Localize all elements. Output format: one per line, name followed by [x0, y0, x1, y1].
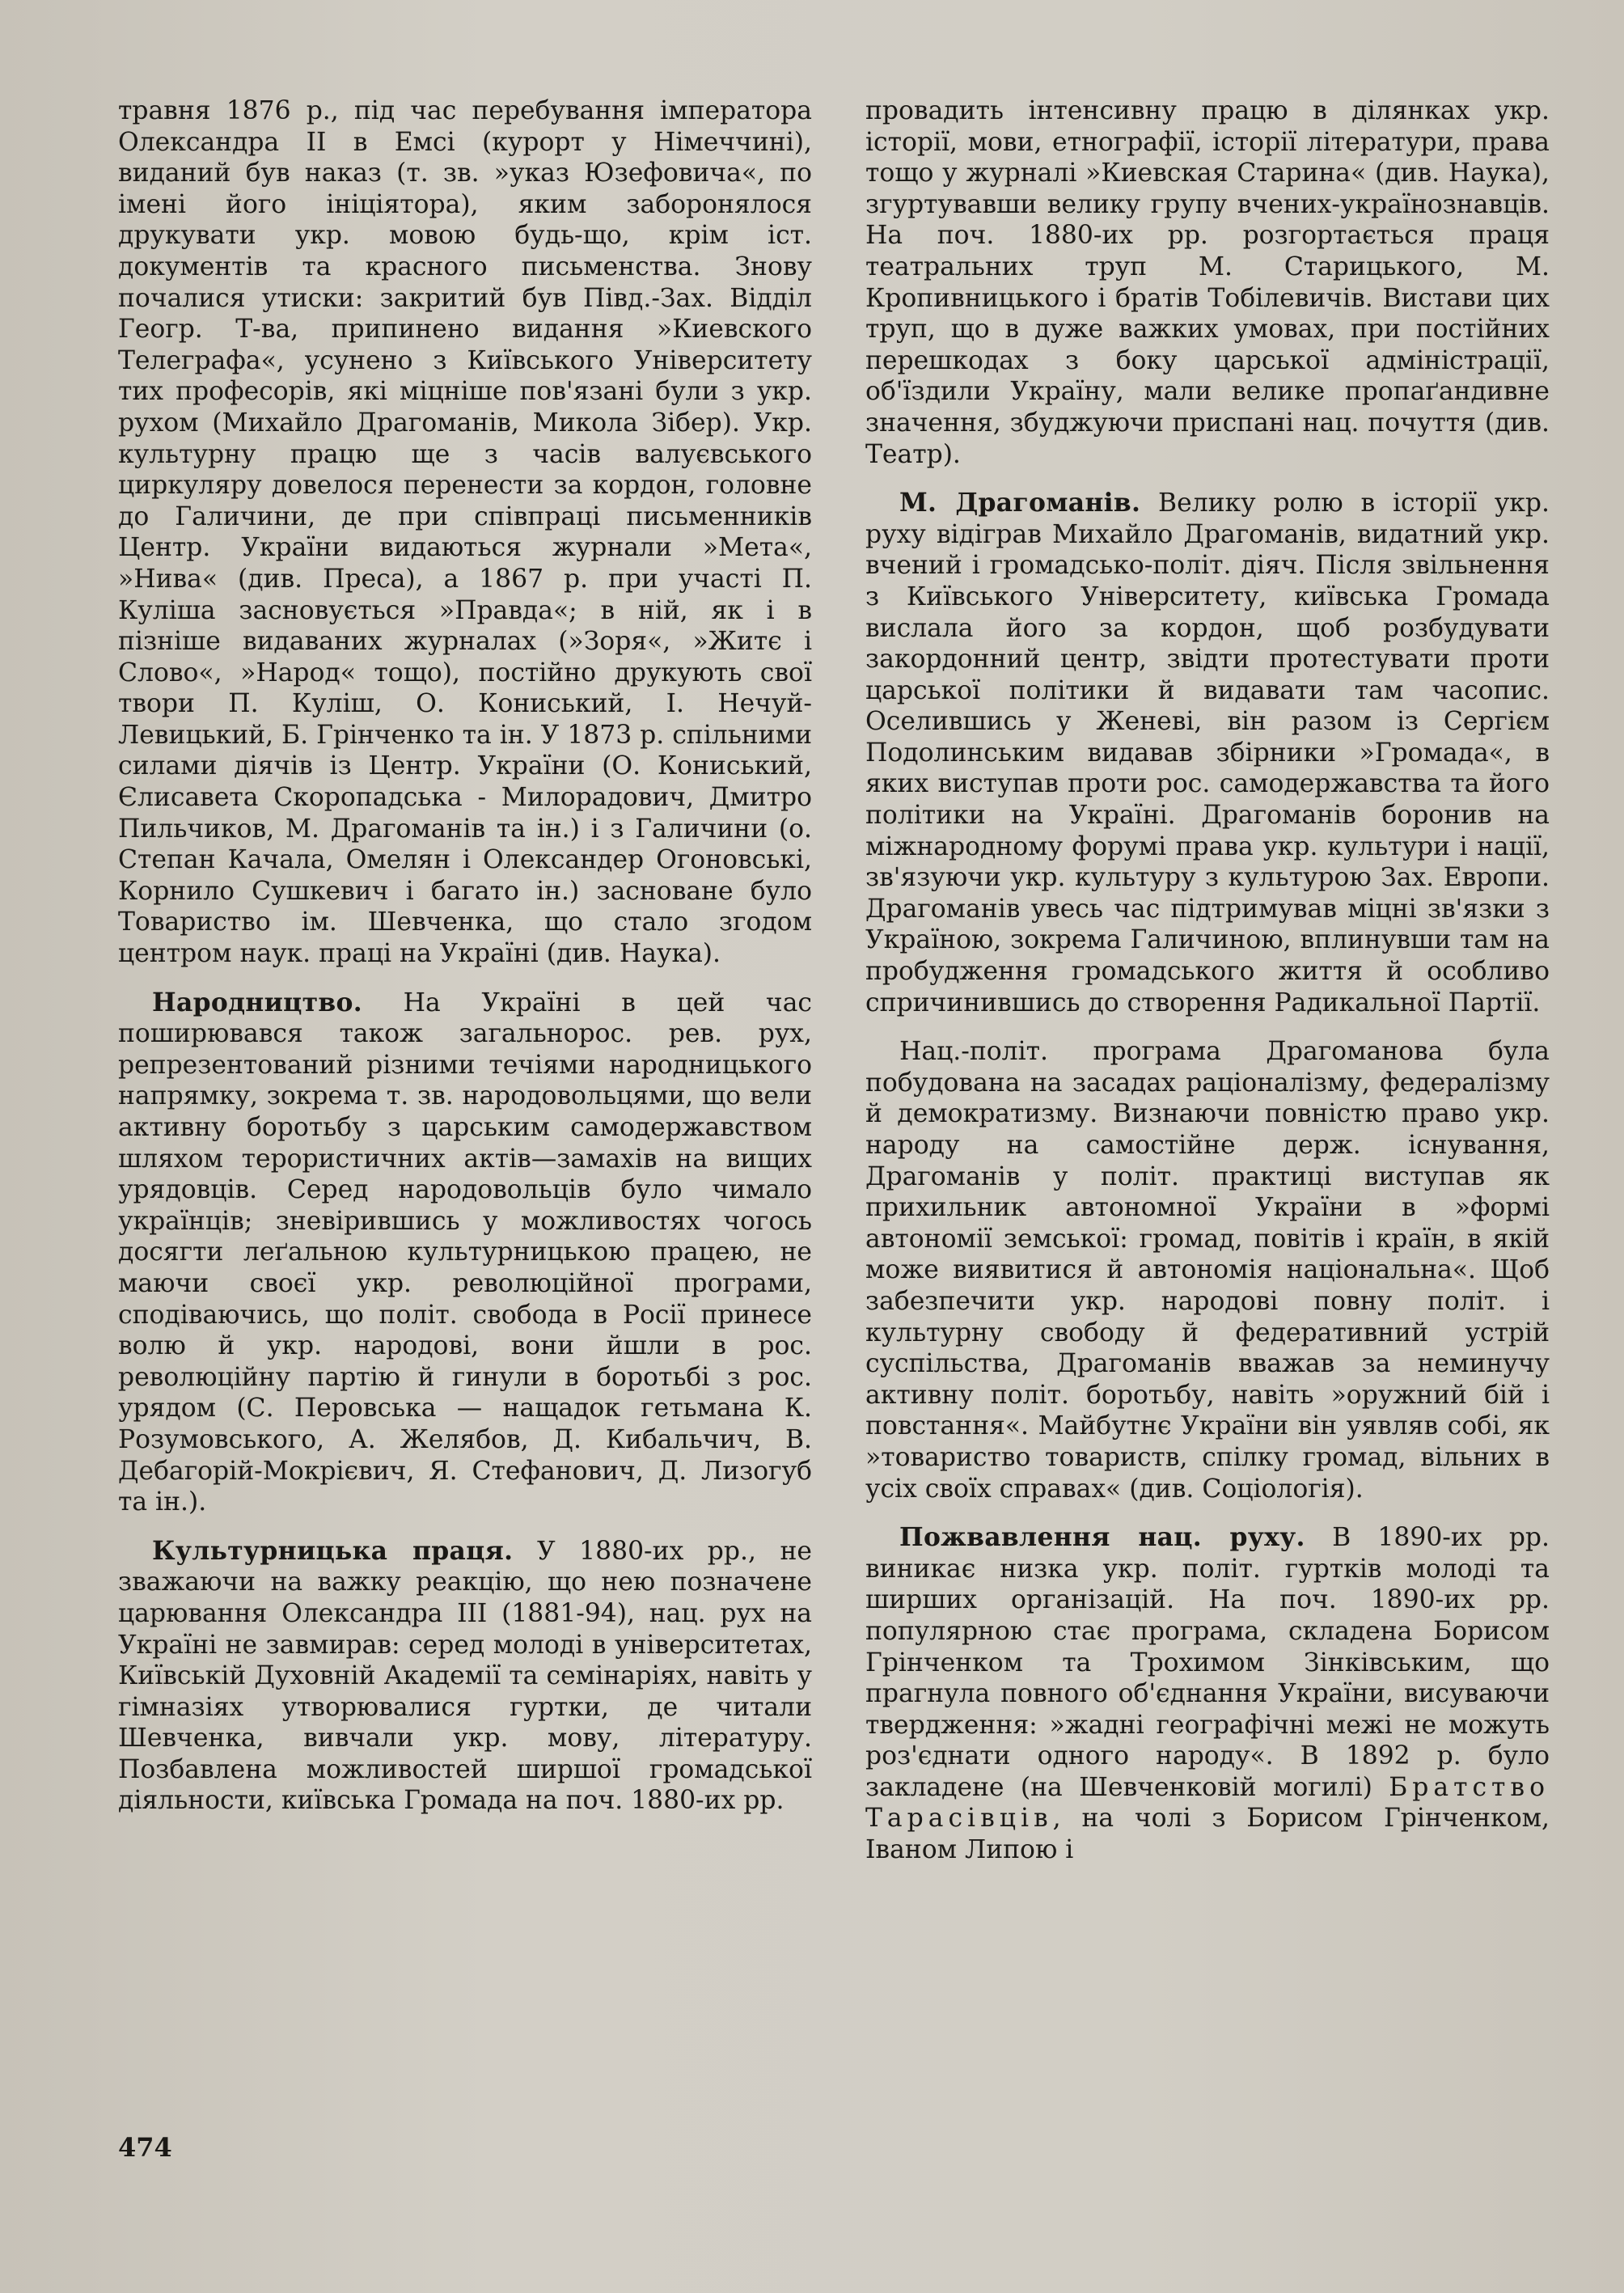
right-column — [865, 95, 1550, 1866]
paragraph-text: Велику ролю в історії укр. руху відіграв Михайло Драгоманів, видатний укр. вчений і громадсько-політ. діяч. Після звільнення з Київського Університету, київська Громада вислала його за кордон, щоб розбудувати закордонний центр, звідти протестувати проти царської політики й видавати там часопис. Оселившись у Женеві, він разом із Сергієм Подолинським видавав збірники »Громада«, в яких виступав проти рос. самодержавства та його політики на Україні. Драгоманів боронив на міжнародному форумі права укр. культури і нації, зв'язуючи укр. культуру з культурою Зах. Европи. Драгоманів увесь час підтримував міцні зв'язки з Україною, зокрема Галичиною, вплинувши там на пробудження громадського життя й особливо спричинившись до створення Радикальної Партії. — [865, 489, 1550, 1017]
page-number: 474 — [118, 2132, 172, 2163]
left-column — [118, 95, 812, 1817]
paragraph-drahomaniv — [865, 488, 1550, 1018]
paragraph-right-1 — [865, 95, 1550, 470]
paragraph-text: травня 1876 р., під час перебування імператора Олександра II в Емсі (курорт у Німеччині), виданий був наказ (т. зв. »указ Юзефовича«, по імені його ініціятора), яким заборонялося друкувати укр. мовою будь-що, крім іст. документів та красного письменства. Знову почалися утиски: закритий був Півд.-Зах. Відділ Геогр. Т-ва, припинено видання »Киевского Телеграфа«, усунено з Київського Університету тих професорів, які міцніше пов'язані були з укр. рухом (Михайло Драгоманів, Микола Зібер). Укр. культурну працю ще з часів валуєвського циркуляру довелося перенести за кордон, головне до Галичини, де при співпраці письменників Центр. України видаються журнали »Мета«, »Нива« (див. Преса), а 1867 р. при участі П. Куліша засновується »Правда«; в ній, як і в пізніше видаваних журналах (»Зоря«, »Житє і Слово«, »Народ« тощо), постійно друкують свої твори П. Куліш, О. Кониський, І. Нечуй-Левицький, Б. Грінченко та ін. У 1873 р. спільними силами діячів із Центр. України (О. Кониський, Єлисавета Скоропадська - Милорадович, Дмитро Пильчиков, М. Драгоманів та ін.) і з Галичини (о. Степан Качала, Омелян і Олександер Огоновські, Корнило Сушкевич і багато ін.) засноване було Товариство ім. Шевченка, що стало згодом центром наук. праці на Україні (див. Наука). — [118, 96, 812, 969]
spaced-term-bratstvo: Братство Тарасівців — [865, 1772, 1550, 1834]
paragraph-narodnytstvo — [118, 988, 812, 1518]
paragraph-text: В 1890-их рр. виникає низка укр. політ. гуртків молоді та ширших організацій. На поч. 1890-их рр. популярною стає програма, складена Борисом Грінченком та Трохимом Зінківським, що прагнула повного об'єднання України, висуваючи твердження: »жадні географічні межі не можуть роз'єднати одного народу«. В 1892 р. було закладене (на Шевченковій могилі) — [865, 1523, 1550, 1802]
paragraph-text: На Україні в цей час поширювався також загальнорос. рев. рух, репрезентований різними течіями народницького напрямку, зокрема т. зв. народовольцями, що вели активну боротьбу з царським самодержавством шляхом терористичних актів—замахів на вищих урядовців. Серед народовольців було чимало українців; зневірившись у можливостях чогось досягти леґальною культурницькою працею, не маючи своєї укр. революційної програми, сподіваючись, що політ. свобода в Росії принесе волю й укр. народові, вони йшли в рос. революційну партію й гинули в боротьбі з рос. урядом (С. Перовська — нащадок гетьмана К. Розумовського, А. Желябов, Д. Кибальчич, В. Дебагорій-Мокрієвич, Я. Стефанович, Д. Лизогуб та ін.). — [118, 988, 812, 1517]
section-heading-kulturnytska-pratsia: Культурницька праця. — [152, 1536, 514, 1566]
paragraph-kulturnytska-pratsia — [118, 1536, 812, 1817]
paragraph-text: У 1880-их рр., не зважаючи на важку реакцію, що нею позначене царювання Олександра III (1881-94), нац. рух на Україні не завмирав: серед молоді в університетах, Київській Духовній Академії та семінаріях, навіть у гімназіях утворювалися гуртки, де читали Шевченка, вивчали укр. мову, літературу. Позбавлена можливостей ширшої громадської діяльности, київська Громада на поч. 1880-их рр. — [118, 1536, 812, 1816]
paragraph-text: Нац.-політ. програма Драгоманова була побудована на засадах раціоналізму, федералізму й демократизму. Визнаючи повністю право укр. народу на самостійне держ. існування, Драгоманів у політ. практиці виступав як прихильник автономної України в »формі автономії земської: громад, повітів і країн, в якій може виявитися й автономія національна«. Щоб забезпечити укр. народові повну політ. і культурну свободу й федеративний устрій суспільства, Драгоманів вважав за неминучу активну політ. боротьбу, навіть »оружний бій і повстання«. Майбутнє України він уявляв собі, як »товариство товариств, спілку громад, вільних в усіх своїх справах« (див. Соціологія). — [865, 1037, 1550, 1504]
paragraph-political-program — [865, 1036, 1550, 1504]
section-heading-narodnytstvo: Народництво. — [152, 988, 362, 1017]
paragraph-text-end: , на чолі з Борисом Грінченком, Іваном Липою і — [865, 1804, 1550, 1865]
paragraph-left-1 — [118, 95, 812, 970]
paragraph-text: провадить інтенсивну працю в ділянках укр. історії, мови, етнографії, історії літератури, права тощо у журналі »Киевская Старина« (див. Наука), згуртувавши велику групу вчених-українознавців. На поч. 1880-их рр. розгортається праця театральних труп М. Старицького, М. Кропивницького і братів Тобілевичів. Вистави цих труп, що в дуже важких умовах, при постійних перешкодах з боку царської адміністрації, об'їздили Україну, мали велике пропаґандивне значення, збуджуючи приспані нац. почуття (див. Театр). — [865, 96, 1550, 469]
paragraph-pozhvavlennia — [865, 1522, 1550, 1866]
section-heading-pozhvavlennia: Пожвавлення нац. руху. — [899, 1523, 1305, 1553]
section-heading-drahomaniv: М. Драгоманів. — [899, 489, 1141, 518]
